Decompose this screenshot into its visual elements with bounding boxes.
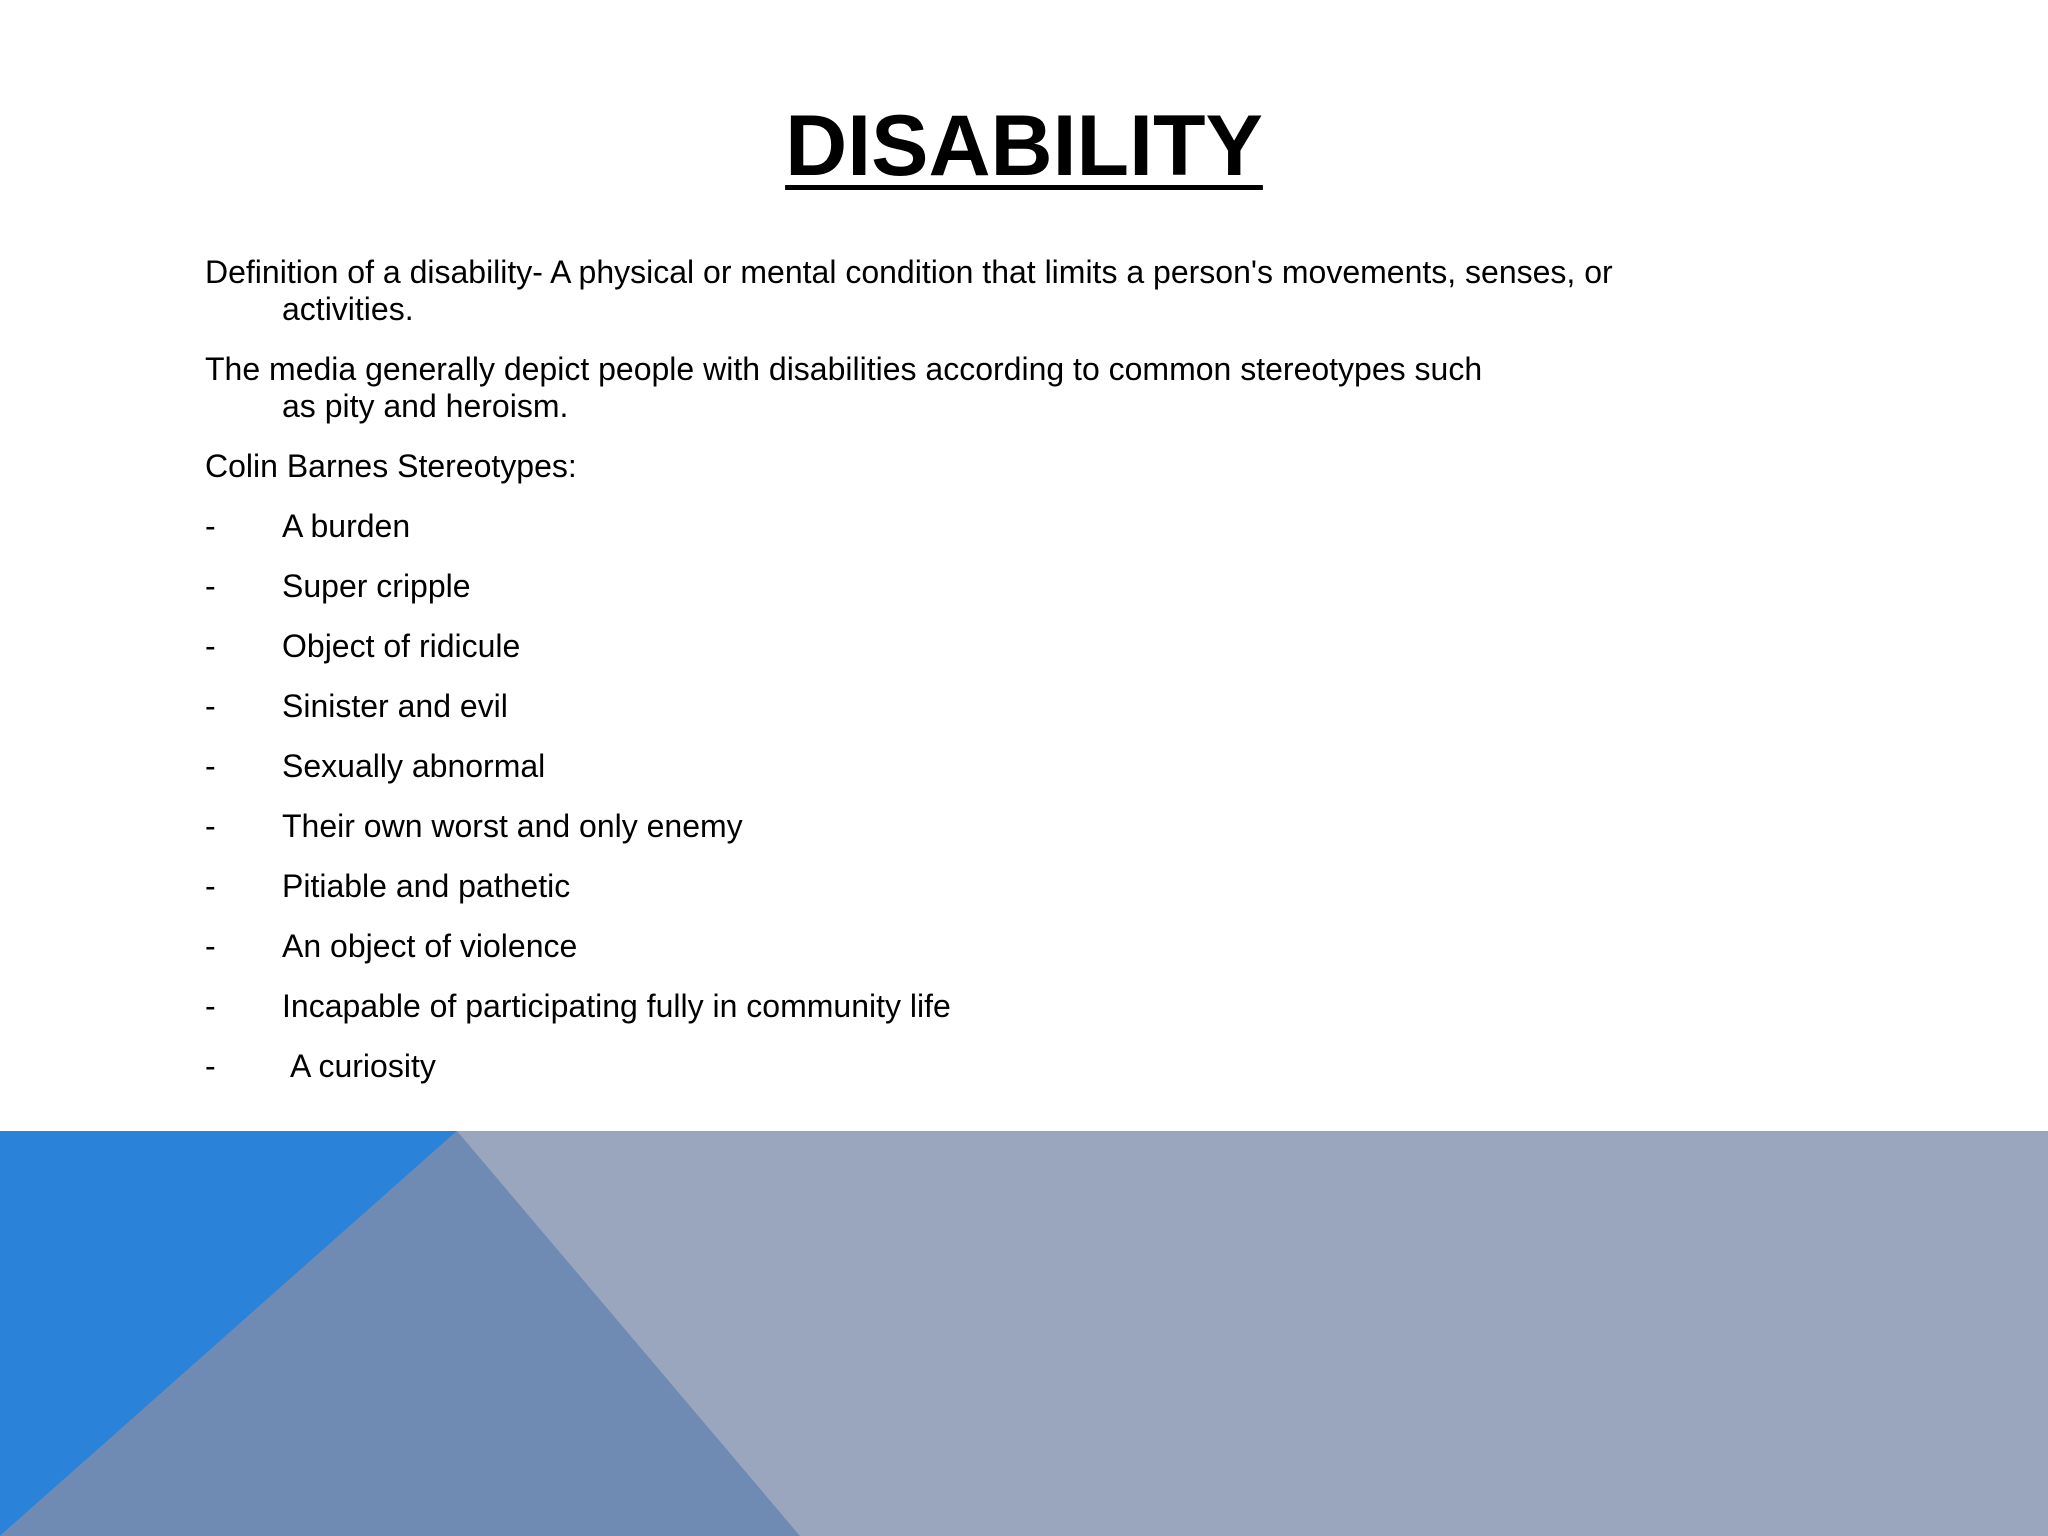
list-item [205, 748, 1765, 785]
list-item [205, 928, 1765, 965]
bullet-dash: - [205, 628, 216, 664]
list-item-text: A burden [282, 508, 411, 544]
list-item [205, 688, 1765, 725]
slide-title: DISABILITY [785, 98, 1263, 194]
list-item [205, 808, 1765, 845]
list-item-text: Pitiable and pathetic [282, 868, 571, 904]
bullet-dash: - [205, 688, 216, 724]
list-item [205, 628, 1765, 665]
list-item-text: Their own worst and only enemy [282, 808, 743, 844]
bullet-dash: - [205, 508, 216, 544]
media-paragraph [205, 351, 1765, 425]
list-item [205, 868, 1765, 905]
list-item [205, 988, 1765, 1025]
list-item-text: A curiosity [290, 1048, 436, 1084]
list-item-text: Super cripple [282, 568, 471, 604]
media-line-2: as pity and heroism. [282, 388, 569, 424]
stereotypes-heading: Colin Barnes Stereotypes: [205, 448, 577, 484]
list-item [205, 508, 1765, 545]
list-item-text: Sexually abnormal [282, 748, 546, 784]
list-item-text: Object of ridicule [282, 628, 521, 664]
definition-line-1: Definition of a disability- A physical or mental condition that limits a person's movements, senses, or [205, 254, 1613, 290]
definition-line-2: activities. [282, 291, 414, 327]
list-item [205, 1048, 1765, 1085]
bullet-dash: - [205, 988, 216, 1024]
list-item [205, 568, 1765, 605]
bullet-dash: - [205, 748, 216, 784]
stereotypes-list [205, 508, 1765, 1085]
bullet-dash: - [205, 928, 216, 964]
footer-decoration [0, 1131, 2048, 1536]
definition-paragraph [205, 254, 1765, 328]
bullet-dash: - [205, 868, 216, 904]
bullet-dash: - [205, 808, 216, 844]
list-item-text: Sinister and evil [282, 688, 508, 724]
list-item-text: Incapable of participating fully in community life [282, 988, 951, 1024]
slide-body [205, 254, 1765, 1108]
bullet-dash: - [205, 1048, 216, 1084]
list-item-text: An object of violence [282, 928, 578, 964]
media-line-1: The media generally depict people with disabilities according to common stereotypes such [205, 351, 1483, 387]
bullet-dash: - [205, 568, 216, 604]
